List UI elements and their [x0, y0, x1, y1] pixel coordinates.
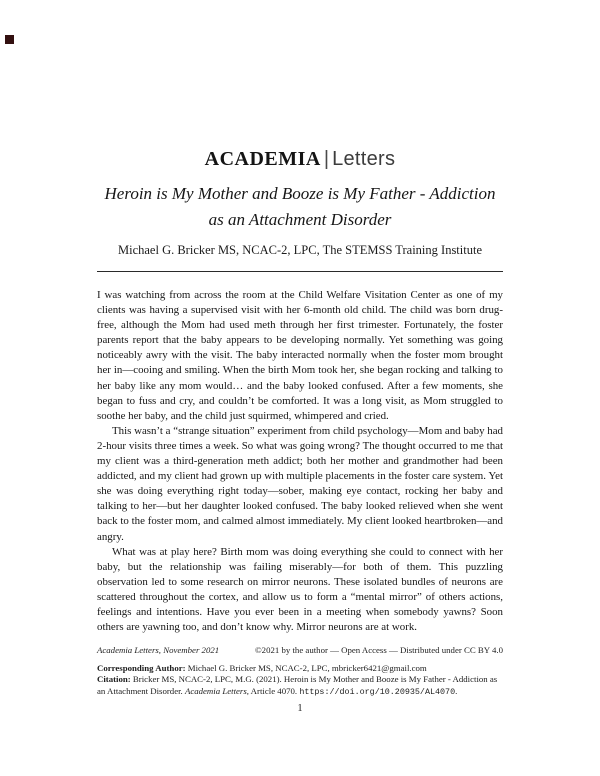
corresponding-author-label: Corresponding Author:: [97, 663, 186, 673]
brand-separator: |: [323, 148, 330, 170]
article-title: [60, 181, 540, 233]
article-title-line2: as an Attachment Disorder: [208, 210, 392, 229]
corresponding-author-line: [97, 663, 503, 674]
citation-period: .: [455, 685, 458, 696]
citation-line: [97, 674, 503, 698]
brand-letters-wordmark: Letters: [332, 148, 396, 170]
corner-artifact-mark: [5, 35, 14, 44]
citation-article-number: , Article 4070.: [246, 685, 298, 696]
journal-meta-line: [97, 645, 503, 655]
journal-issue-label: Academia Letters, November 2021: [97, 645, 220, 655]
contact-block: [97, 663, 503, 698]
brand-academia-wordmark: ACADEMIA: [204, 148, 321, 170]
author-line: Michael G. Bricker MS, NCAC-2, LPC, The STEMSS Training Institute: [117, 243, 482, 257]
header-divider: [97, 271, 503, 272]
citation-label: Citation:: [97, 674, 131, 685]
body-paragraph-2: This wasn’t a “strange situation” experiment from child psychology—Mom and baby had 2-hour visits three times a week. So what was going wrong? The thought occurred to me that my client was a third-generation meth addict; both her mother and grandmother had been addicted, and my client had grown up with multiple placements in the foster care system. Yet she was doing everything right today—sober, making eye contact, rocking her baby and talking to her—but her daughter looked confused. The baby looked relieved when she went back to the foster mom, and calmed almost immediately. My client looked heartbroken—and angry.: [97, 424, 503, 543]
journal-brand: [0, 148, 600, 171]
citation-journal-name: Academia Letters: [184, 685, 247, 696]
doi-link[interactable]: https://doi.org/10.20935/AL4070: [299, 686, 456, 697]
corresponding-author-value: Michael G. Bricker MS, NCAC-2, LPC, mbricker6421@gmail.com: [187, 663, 427, 673]
article-body: [97, 288, 503, 635]
page-number: 1: [297, 703, 303, 714]
body-paragraph-1: I was watching from across the room at the Child Welfare Visitation Center as one of my clients was having a supervised visit with her 6-month old child. The child was born drug-free, although the Mom had used meth through her first trimester. Fortunately, the foster parents report that the baby appears to be developing normally. Yet something was going noticeably awry with the visit. The baby interacted normally when the foster mom brought her in—cooing and smiling. When the birth Mom took her, she began rocking and talking to her baby like any mom would… and the baby looked confused. After a few moments, she began to fuss and cry, and couldn’t be comforted. It was a long visit, as Mom struggled to soothe her baby, and the child just squirmed, whimpered and cried.: [97, 289, 503, 422]
citation-text: Bricker MS, NCAC-2, LPC, M.G. (2021). Heroin is My Mother and Booze is My Father - Addiction as an Attachment Disorder.: [97, 674, 498, 696]
license-note: ©2021 by the author — Open Access — Distributed under CC BY 4.0: [255, 645, 503, 655]
body-paragraph-3: What was at play here? Birth mom was doing everything she could to connect with her baby, but the relationship was failing miserably—for both of them. This puzzling observation led to some research on mirror neurons. These isolated bundles of neurons are scattered throughout the cortex, and allow us to form a “mental mirror” of others actions, feelings and intentions. Have you ever been in a meeting when somebody yawns? Soon others are yawning too, and don’t know why. Mirror neurons are at work.: [97, 545, 503, 634]
article-title-line1: Heroin is My Mother and Booze is My Father - Addiction: [104, 184, 496, 203]
